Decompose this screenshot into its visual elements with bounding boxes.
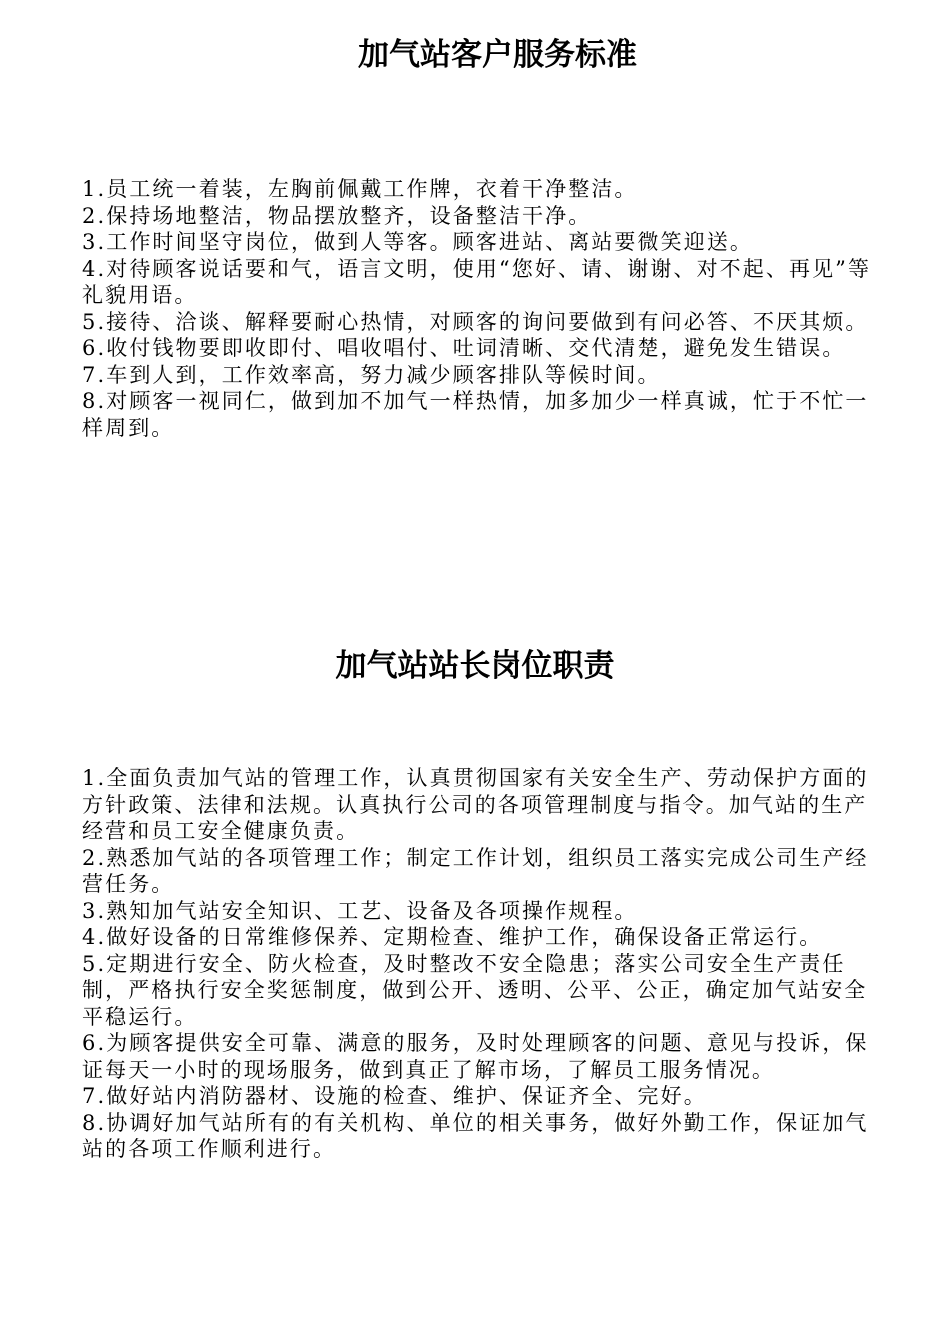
standards-list bbox=[82, 176, 882, 441]
list-item: 1.员工统一着装，左胸前佩戴工作牌，衣着干净整洁。 bbox=[82, 177, 638, 201]
list-item: 7.做好站内消防器材、设施的检查、维护、保证齐全、完好。 bbox=[82, 1084, 707, 1108]
list-item: 3.熟知加气站安全知识、工艺、设备及各项操作规程。 bbox=[82, 898, 638, 923]
list-item: 2.熟悉加气站的各项管理工作；制定工作计划，组织员工落实完成公司生产经营任务。 bbox=[82, 845, 869, 896]
list-item: 6.收付钱物要即收即付、唱收唱付、吐词清晰、交代清楚，避免发生错误。 bbox=[82, 336, 846, 360]
section-title: 加气站站长岗位职责 bbox=[335, 648, 615, 684]
list-item: 4.对待顾客说话要和气，语言文明，使用“您好、请、谢谢、对不起、再见”等礼貌用语。 bbox=[82, 256, 872, 307]
list-item: 7.车到人到，工作效率高，努力减少顾客排队等候时间。 bbox=[82, 362, 661, 387]
duties-list bbox=[82, 765, 882, 1163]
list-item: 5.定期进行安全、防火检查，及时整改不安全隐患；落实公司安全生产责任制，严格执行安全奖惩制度，做到公开、透明、公平、公正，确定加气站安全平稳运行。 bbox=[82, 951, 868, 1029]
list-item: 5.接待、洽谈、解释要耐心热情，对顾客的询问要做到有问必答、不厌其烦。 bbox=[82, 309, 869, 334]
list-item: 8.对顾客一视同仁，做到加不加气一样热情，加多加少一样真诚，忙于不忙一样周到。 bbox=[82, 389, 869, 440]
customer-service-standards-section bbox=[0, 0, 950, 440]
station-manager-duties-section bbox=[0, 625, 950, 1161]
list-item: 2.保持场地整洁，物品摆放整齐，设备整洁干净。 bbox=[82, 203, 592, 228]
list-item: 6.为顾客提供安全可靠、满意的服务，及时处理顾客的问题、意见与投诉，保证每天一小时的现场服务，做到真正了解市场，了解员工服务情况。 bbox=[82, 1031, 869, 1082]
list-item: 1.全面负责加气站的管理工作，认真贯彻国家有关安全生产、劳动保护方面的方针政策、法律和法规。认真执行公司的各项管理制度与指令。加气站的生产经营和员工安全健康负责。 bbox=[82, 766, 869, 843]
list-item: 4.做好设备的日常维修保养、定期检查、维护工作，确保设备正常运行。 bbox=[82, 925, 823, 949]
list-item: 8.协调好加气站所有的有关机构、单位的相关事务，做好外勤工作，保证加气站的各项工作顺利进行。 bbox=[82, 1110, 869, 1161]
section-title: 加气站客户服务标准 bbox=[358, 37, 637, 73]
list-item: 3.工作时间坚守岗位，做到人等客。顾客进站、离站要微笑迎送。 bbox=[82, 230, 754, 254]
